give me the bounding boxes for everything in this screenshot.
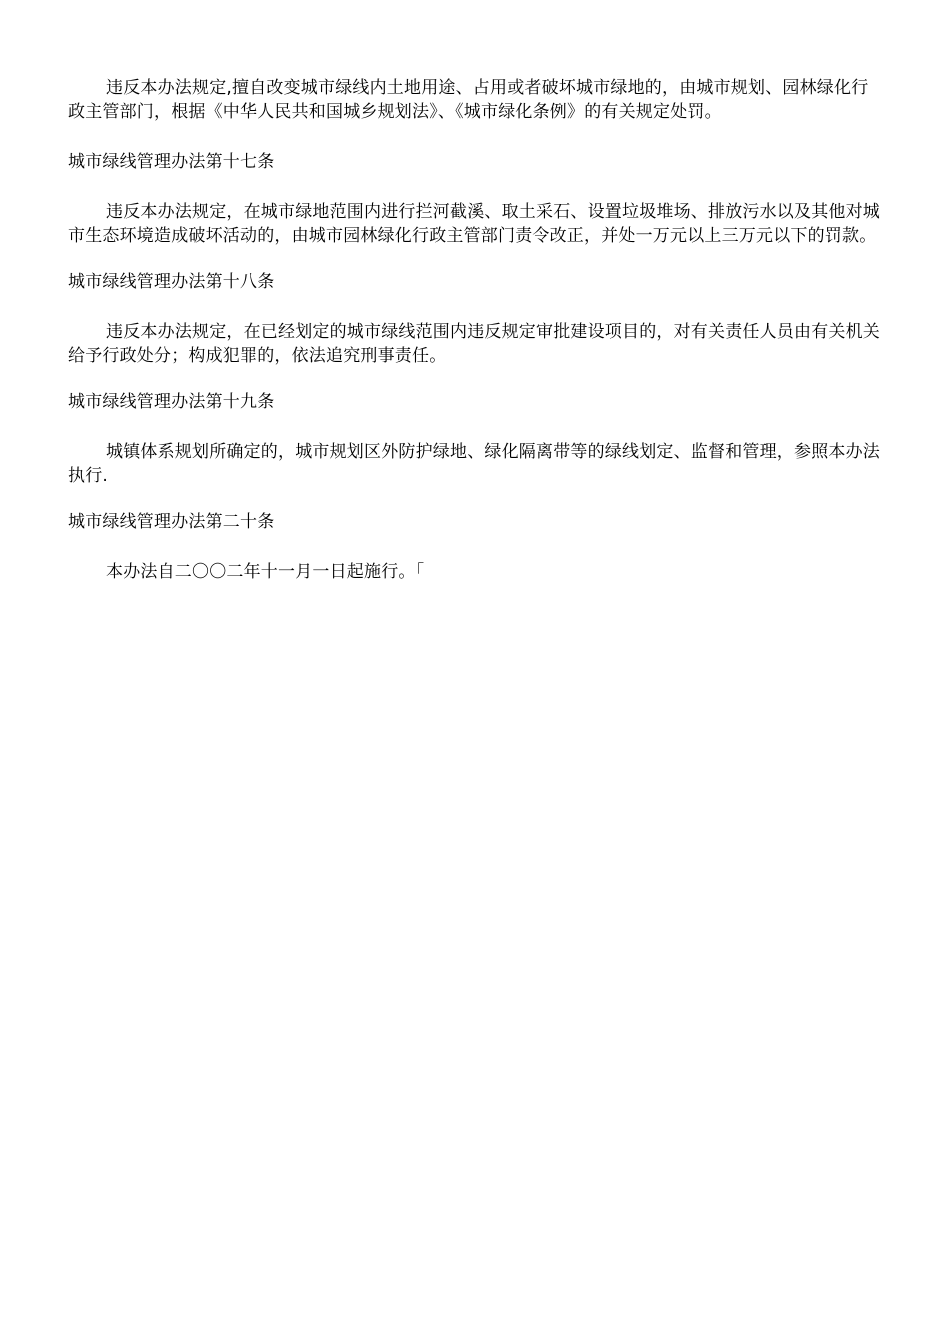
article-paragraph: 城镇体系规划所确定的，城市规划区外防护绿地、绿化隔离带等的绿线划定、监督和管理，参照本办法执行. bbox=[68, 442, 880, 486]
article-heading-20: 城市绿线管理办法第二十条 bbox=[68, 512, 275, 532]
article-paragraph: 违反本办法规定,擅自改变城市绿线内土地用途、占用或者破坏城市绿地的，由城市规划、园林绿化行政主管部门，根据《中华人民共和国城乡规划法》、《城市绿化条例》的有关规定处罚。 bbox=[68, 78, 869, 122]
article-paragraph: 违反本办法规定，在城市绿地范围内进行拦河截溪、取土采石、设置垃圾堆场、排放污水以及其他对城市生态环境造成破坏活动的，由城市园林绿化行政主管部门责令改正，并处一万元以上三万元以下的罚款。 bbox=[68, 202, 880, 246]
article-heading-18: 城市绿线管理办法第十八条 bbox=[68, 272, 275, 292]
article-paragraph: 本办法自二〇〇二年十一月一日起施行。「 bbox=[106, 562, 425, 582]
article-heading-17: 城市绿线管理办法第十七条 bbox=[68, 152, 275, 172]
article-heading-19: 城市绿线管理办法第十九条 bbox=[68, 392, 275, 412]
article-paragraph: 违反本办法规定，在已经划定的城市绿线范围内违反规定审批建设项目的，对有关责任人员由有关机关给予行政处分；构成犯罪的，依法追究刑事责任。 bbox=[68, 322, 880, 366]
